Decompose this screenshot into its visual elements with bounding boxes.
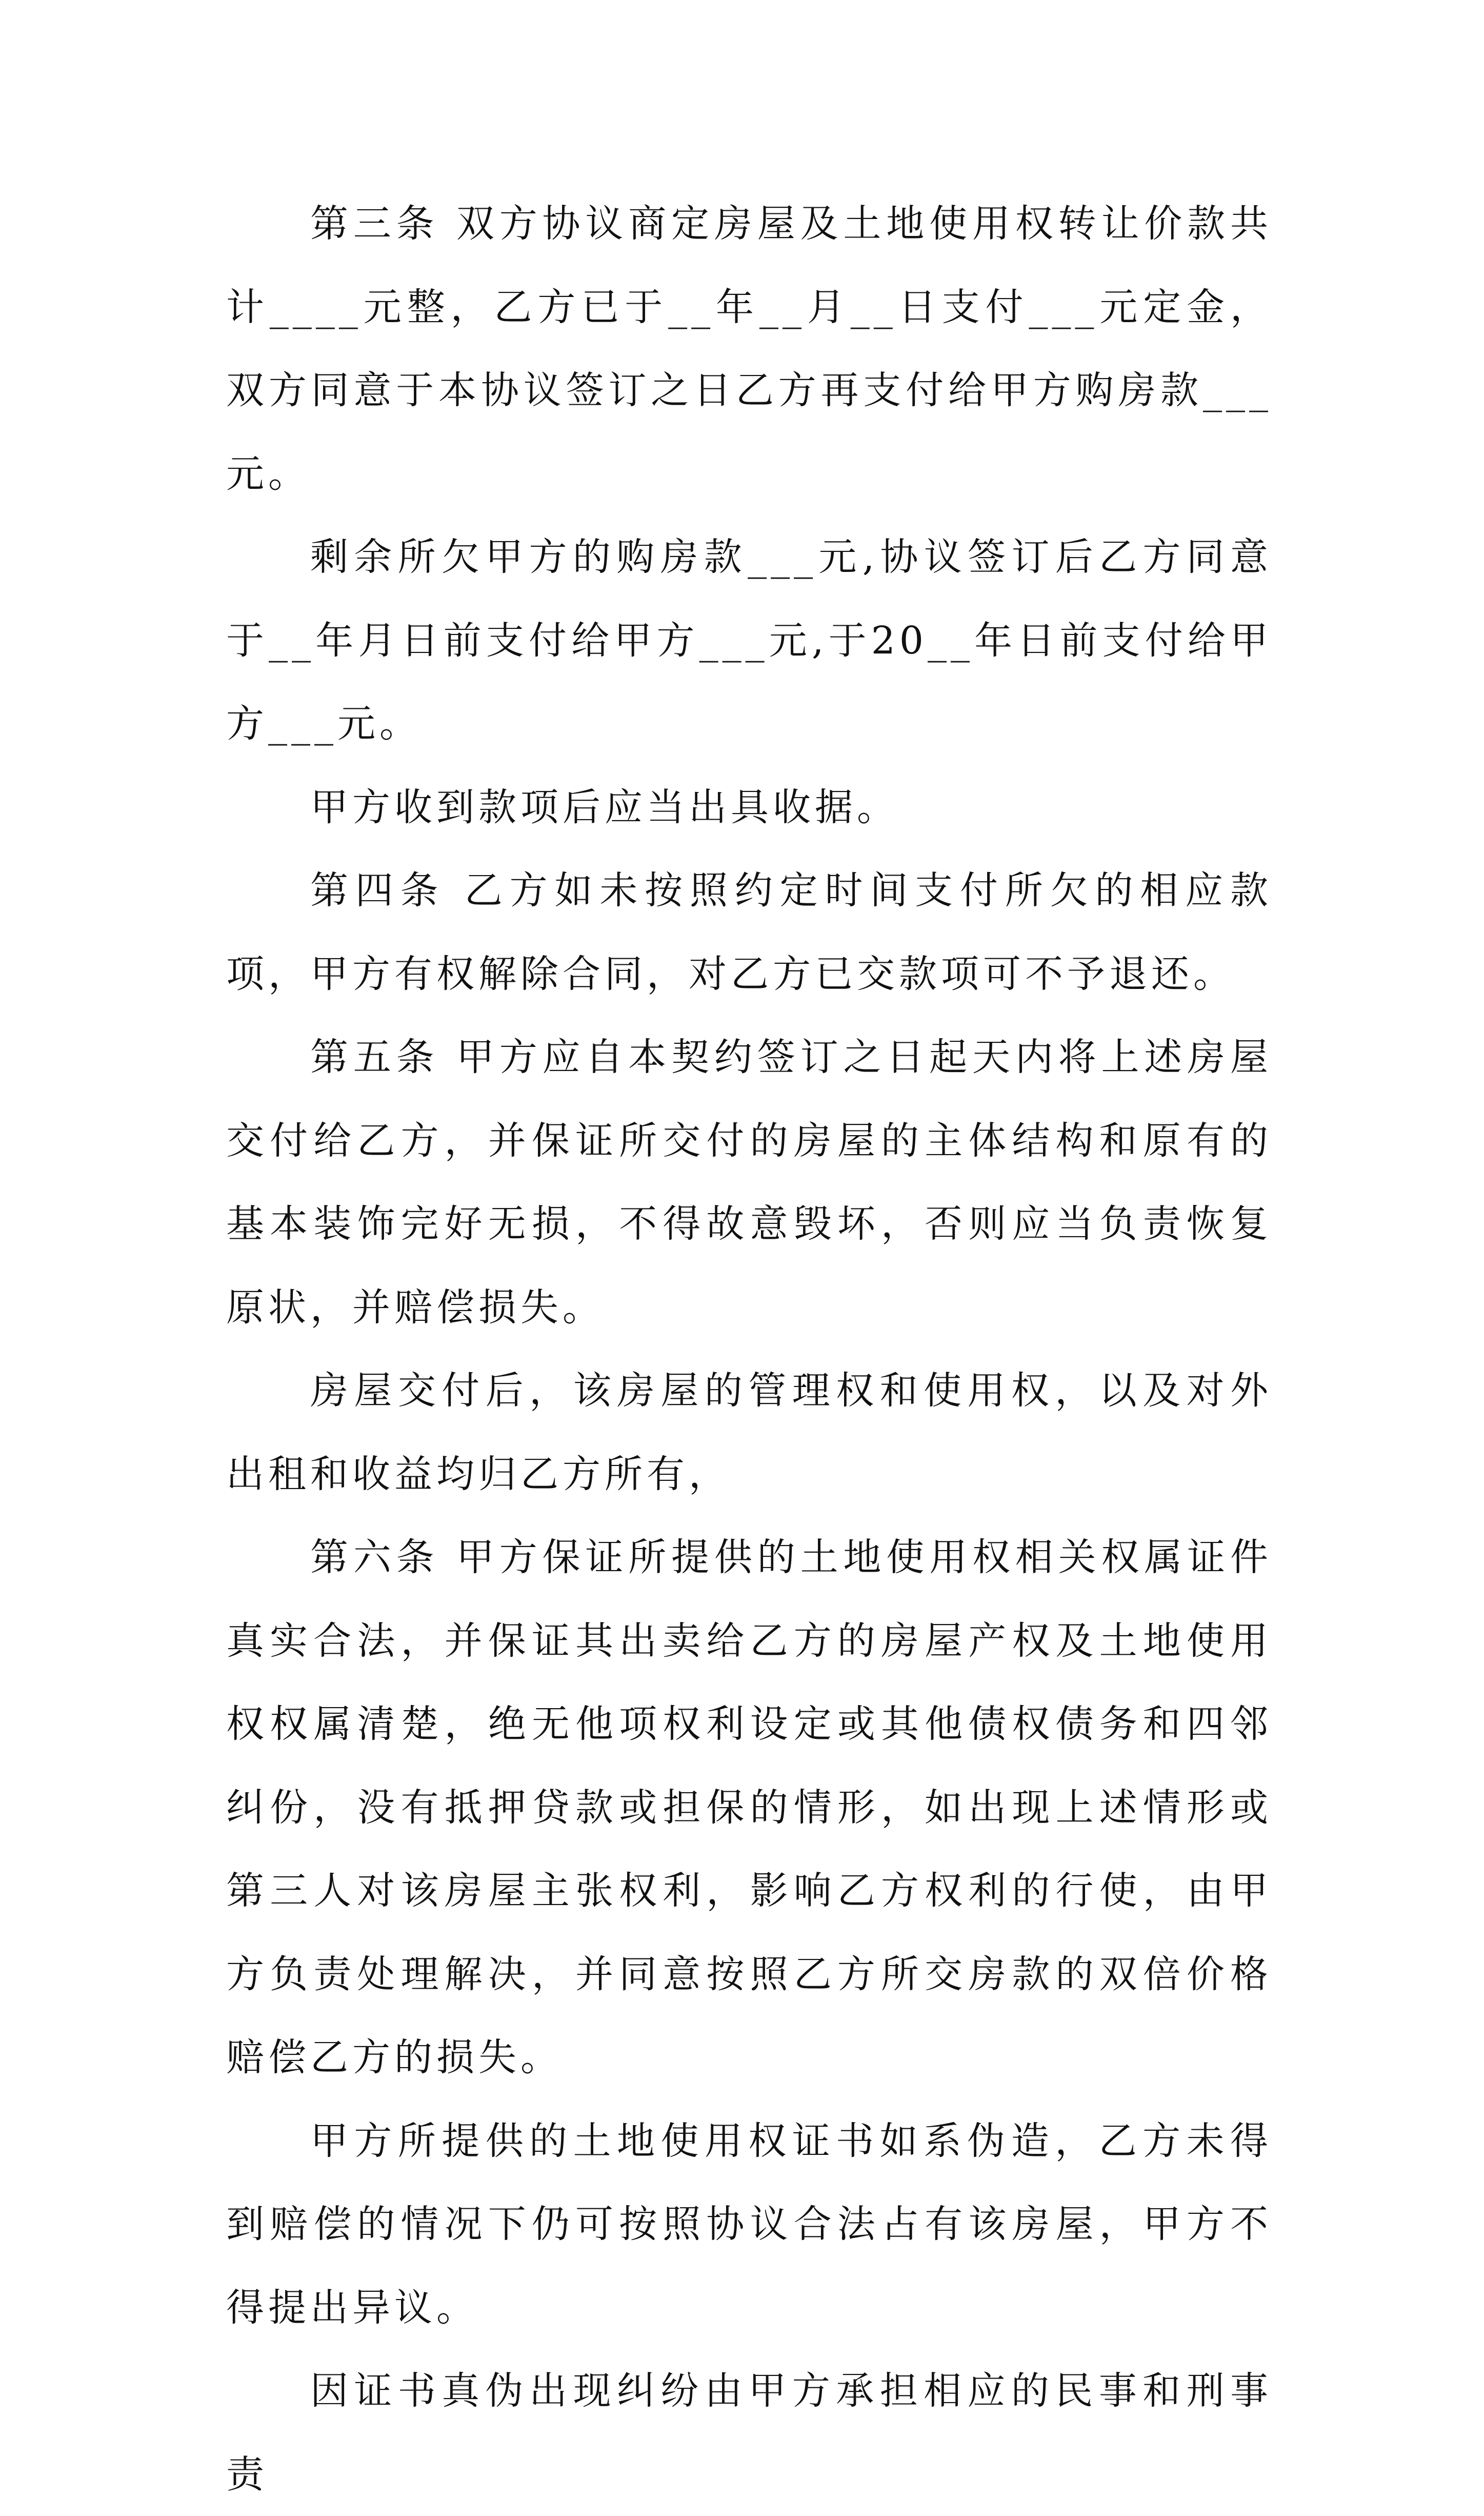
receipt-paragraph: 甲方收到款项后应当出具收据。	[310, 785, 899, 829]
clause-5-paragraph: 第五条 甲方应自本契约签订之日起天内将上述房屋交付给乙方，并保证所交付的房屋的主体结构和原有的基本装饰完好无损，不得故意毁坏，否则应当负责恢复原状，并赔偿损失。	[226, 1035, 1272, 1330]
remaining-payment-paragraph: 剩余所欠甲方的购房款___元,协议签订后乙方同意于__年月日前支付给甲方___元,于20__年日前支付给甲方___元。	[226, 535, 1272, 746]
contract-body	[226, 182, 1272, 2516]
clause-3-paragraph: 第三条 双方协议商定房屋及土地使用权转让价款共计____元整，乙方已于__年__月__日支付___元定金，双方同意于本协议签订之日乙方再支付给甲方购房款___元。	[226, 202, 1272, 496]
clause-4-paragraph: 第四条 乙方如未按照约定时间支付所欠的相应款项，甲方有权解除合同，对乙方已交款项可不予退还。	[226, 868, 1272, 996]
clause-6-paragraph: 第六条 甲方保证所提供的土地使用权相关权属证件真实合法，并保证其出卖给乙方的房屋产权及土地使用权权属清楚，绝无他项权利设定或其他债权债务和四邻纠份，没有抵押贷款或担保的情形，如出现上述情形或第三人对该房屋主张权利，影响乙方权利的行使，由甲方负责处理解决，并同意按照乙方所交房款的双倍价格赔偿乙方的损失。	[226, 1535, 1272, 2079]
dispute-liability-paragraph: 因证书真伪出现纠纷由甲方承担相应的民事和刑事责	[226, 2369, 1272, 2497]
forged-certificate-paragraph: 甲方所提供的土地使用权证书如系伪造，乙方未得到赔偿的情况下仍可按照协议合法占有该房屋，甲方不得提出异议。	[226, 2118, 1272, 2330]
handover-rights-paragraph: 房屋交付后，该房屋的管理权和使用权，以及对外出租和收益均归乙方所有，	[226, 1369, 1272, 1496]
